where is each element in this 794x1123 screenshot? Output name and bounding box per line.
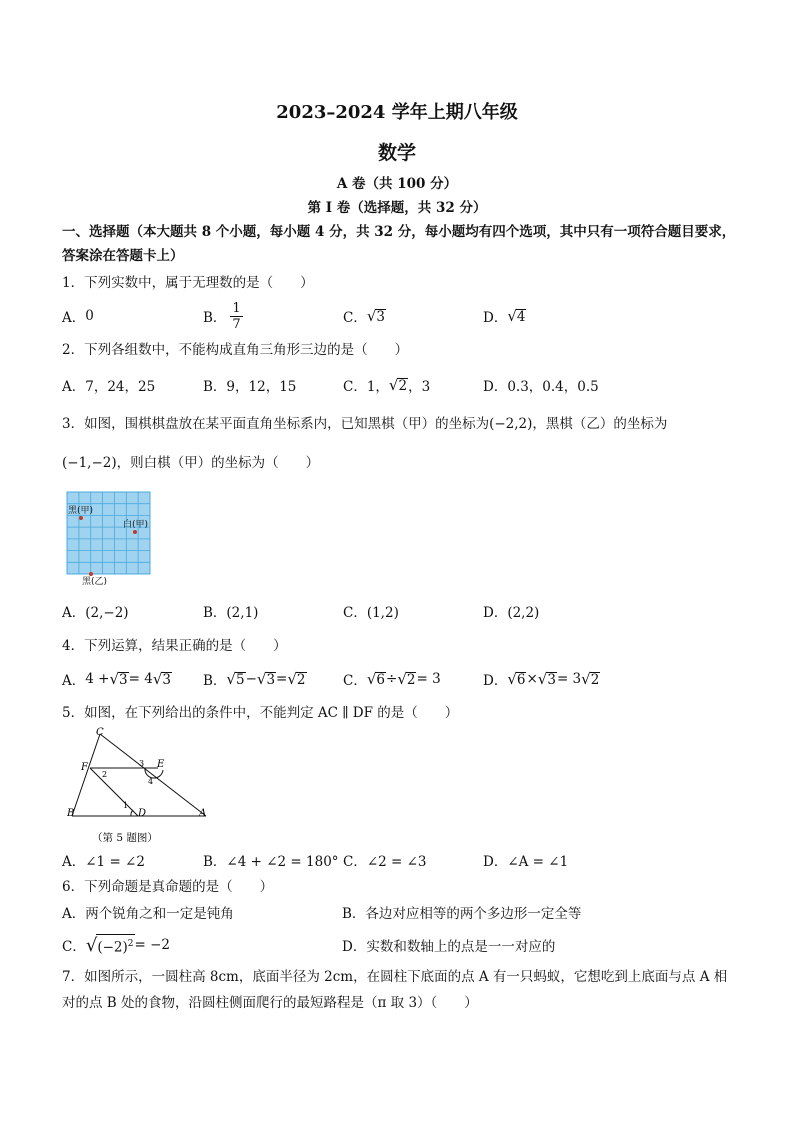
volume-title: A 卷（共 100 分） (336, 176, 458, 192)
q4-option-a[interactable]: A． 4 + √ 3 = 4 √ 3 (62, 670, 171, 689)
q4-stem: 4．下列运算，结果正确的是（ ） (62, 638, 287, 654)
q6-options-row2 (62, 934, 742, 956)
angle-label-2: 2 (102, 770, 108, 779)
q1-stem: 1．下列实数中，属于无理数的是（ ） (62, 275, 314, 291)
q6-options-row1 (62, 901, 742, 923)
vertex-a: A (199, 808, 207, 819)
q1-option-b[interactable]: B． $\frac{1}{7}$ (203, 300, 241, 332)
angle-label-4: 4 (148, 777, 154, 786)
triangle-lines (72, 734, 206, 816)
fraction: $\frac{1}{7}$ (232, 300, 241, 332)
q5-option-d[interactable]: D．∠A = ∠1 (483, 854, 569, 870)
label-black-a: 黑(甲) (68, 506, 94, 516)
q5-options (62, 849, 742, 871)
q6-option-b[interactable]: B．各边对应相等的两个多边形一定全等 (342, 906, 582, 922)
geometry-figure-q5 (62, 726, 222, 846)
board-background (67, 492, 150, 574)
white-stone-a (133, 530, 137, 534)
black-stone-b (89, 572, 93, 576)
q4-option-d[interactable]: D． √ 6 × √ 3 = 3 √ 2 (483, 670, 600, 689)
q2-stem: 2．下列各组数中，不能构成直角三角形三边的是（ ） (62, 342, 409, 358)
q1-option-d[interactable]: D． √ 4 (483, 307, 526, 326)
q3-option-c[interactable]: C．(1,2) (343, 605, 399, 621)
vertex-f: F (81, 762, 88, 773)
q6-option-a[interactable]: A．两个锐角之和一定是钝角 (62, 906, 234, 922)
q2-option-b[interactable]: B．9，12，15 (203, 379, 297, 395)
q1-option-c[interactable]: C． √ 3 (343, 307, 385, 326)
q3-stem-line2: (−1,−2)，则白棋（甲）的坐标为（ ） (62, 455, 320, 471)
q4-option-b[interactable]: B． √ 5 − √ 3 = √ 2 (203, 670, 306, 689)
label-white-a: 白(甲) (123, 520, 149, 530)
go-board-figure (62, 490, 162, 586)
part-title: 第 I 卷（选择题，共 32 分） (307, 200, 487, 216)
vertex-e: E (157, 759, 165, 770)
figure-caption: （第 5 题图） (92, 832, 158, 844)
q7-stem-line1: 7．如图所示，一圆柱高 8cm，底面半径为 2cm，在圆柱下底面的点 A 有一只蚂蚁，它想吃到上底面与点 A 相 (62, 969, 728, 985)
vertex-c: C (96, 727, 104, 738)
q3-option-b[interactable]: B．(2,1) (203, 605, 259, 621)
angle-label-1: 1 (123, 801, 129, 810)
black-stone-a (79, 516, 83, 520)
subject-title: 数学 (377, 142, 416, 164)
q3-stem-line1: 3．如图，围棋棋盘放在某平面直角坐标系内，已知黑棋（甲）的坐标为(−2,2)，黑棋（乙）的坐标为 (62, 416, 668, 432)
angle-label-3: 3 (139, 759, 145, 768)
q5-option-c[interactable]: C．∠2 = ∠3 (343, 854, 427, 870)
q2-options (62, 374, 742, 396)
exam-title: 2023–2024 学年上期八年级 (276, 102, 518, 123)
vertex-d: D (138, 808, 147, 819)
q6-stem: 6．下列命题是真命题的是（ ） (62, 879, 274, 895)
q6-option-d[interactable]: D．实数和数轴上的点是一一对应的 (342, 939, 556, 955)
label-black-b: 黑(乙) (82, 577, 108, 586)
section-heading: 一、选择题（本大题共 8 个小题，每小题 4 分，共 32 分，每小题均有四个选项，其中只有一项符合题目要求，答案涂在答题卡上） (62, 224, 736, 264)
q1-options (62, 300, 742, 332)
q1-option-a[interactable]: A． 0 (62, 308, 94, 326)
vertex-b: B (67, 808, 75, 819)
q4-option-c[interactable]: C． √ 6 ÷ √ 2 = 3 (343, 670, 441, 689)
q7-stem-line2: 对的点 B 处的食物，沿圆柱侧面爬行的最短路程是（π 取 3）（ ） (62, 995, 478, 1011)
q6-option-c[interactable]: C． √ $(-2)^2$ = −2 (62, 934, 171, 956)
q2-option-c[interactable]: C．1， √ 2 ，3 (343, 376, 431, 395)
q3-option-a[interactable]: A．(2,−2) (62, 605, 129, 621)
q4-options (62, 668, 742, 690)
q2-option-d[interactable]: D．0.3，0.4，0.5 (483, 379, 599, 395)
q2-option-a[interactable]: A．7，24，25 (62, 379, 156, 395)
q5-option-b[interactable]: B．∠4 + ∠2 = 180° (203, 854, 339, 870)
q3-option-d[interactable]: D．(2,2) (483, 605, 540, 621)
q5-option-a[interactable]: A．∠1 = ∠2 (62, 854, 145, 870)
q3-options (62, 600, 742, 622)
q5-stem: 5．如图，在下列给出的条件中，不能判定 AC ∥ DF 的是（ ） (62, 705, 459, 721)
